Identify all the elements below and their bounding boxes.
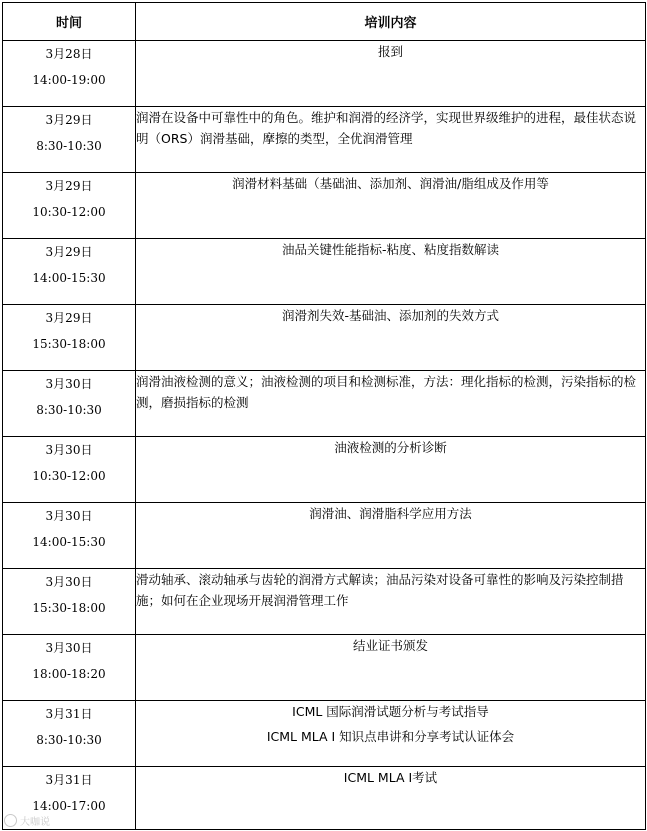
session-date: 3月30日	[45, 641, 93, 655]
session-time: 8:30-10:30	[36, 403, 102, 417]
watermark	[4, 813, 50, 828]
session-time: 15:30-18:00	[32, 337, 106, 351]
table-row	[3, 701, 646, 767]
session-date: 3月30日	[45, 377, 93, 391]
schedule-body	[3, 41, 646, 830]
content-cell	[136, 437, 646, 503]
content-text: 油品关键性能指标-粘度、粘度指数解读	[281, 242, 499, 257]
content-cell	[136, 239, 646, 305]
time-cell	[3, 503, 136, 569]
content-cell	[136, 701, 646, 767]
table-row	[3, 107, 646, 173]
table-row	[3, 371, 646, 437]
content-cell	[136, 569, 646, 635]
session-time: 10:30-12:00	[32, 205, 106, 219]
content-text: 油液检测的分析诊断	[334, 440, 447, 455]
session-date: 3月29日	[45, 311, 93, 325]
content-cell	[136, 767, 646, 830]
session-date: 3月31日	[45, 707, 93, 721]
table-row	[3, 41, 646, 107]
session-time: 14:00-19:00	[32, 73, 106, 87]
table-row	[3, 173, 646, 239]
session-date: 3月29日	[45, 113, 93, 127]
content-cell	[136, 107, 646, 173]
session-time: 18:00-18:20	[32, 667, 106, 681]
time-cell	[3, 107, 136, 173]
session-date: 3月30日	[45, 575, 93, 589]
header-content: 培训内容	[136, 3, 646, 41]
time-cell	[3, 371, 136, 437]
header-time: 时间	[3, 3, 136, 41]
time-cell	[3, 305, 136, 371]
session-time: 8:30-10:30	[36, 139, 102, 153]
content-text: ICML MLA I考试	[343, 770, 438, 785]
session-time: 14:00-17:00	[32, 799, 106, 813]
table-row	[3, 239, 646, 305]
watermark-text: 大咖说	[20, 817, 50, 828]
table-row	[3, 569, 646, 635]
session-date: 3月29日	[45, 179, 93, 193]
content-text: 结业证书颁发	[352, 638, 428, 653]
table-row	[3, 767, 646, 830]
content-cell	[136, 173, 646, 239]
session-time: 14:00-15:30	[32, 271, 106, 285]
session-time: 8:30-10:30	[36, 733, 102, 747]
table-row	[3, 437, 646, 503]
watermark-logo-icon	[4, 814, 17, 827]
session-date: 3月29日	[45, 245, 93, 259]
session-time: 10:30-12:00	[32, 469, 106, 483]
content-text: 润滑油、润滑脂科学应用方法	[309, 506, 472, 521]
table-row	[3, 635, 646, 701]
session-date: 3月28日	[45, 47, 93, 61]
content-text: ICML MLA I 知识点串讲和分享考试认证体会	[266, 729, 515, 744]
time-cell	[3, 569, 136, 635]
content-text: 润滑油液检测的意义；油液检测的项目和检测标准，方法：理化指标的检测，污染指标的检测，磨损指标的检测	[136, 374, 637, 410]
content-cell	[136, 41, 646, 107]
content-text: 滑动轴承、滚动轴承与齿轮的润滑方式解读；油品污染对设备可靠性的影响及污染控制措施；如何在企业现场开展润滑管理工作	[136, 572, 624, 608]
content-text: 润滑剂失效-基础油、添加剂的失效方式	[281, 308, 499, 323]
content-cell	[136, 635, 646, 701]
time-cell	[3, 635, 136, 701]
time-cell	[3, 437, 136, 503]
training-schedule-table	[2, 2, 646, 830]
session-date: 3月31日	[45, 773, 93, 787]
session-date: 3月30日	[45, 509, 93, 523]
table-row	[3, 503, 646, 569]
content-text: 报到	[377, 44, 403, 59]
table-header-row	[3, 3, 646, 41]
time-cell	[3, 239, 136, 305]
content-text: ICML 国际润滑试题分析与考试指导	[292, 704, 489, 719]
content-text: 润滑在设备中可靠性中的角色。维护和润滑的经济学，实现世界级维护的进程，最佳状态说明（ORS）润滑基础，摩擦的类型，全优润滑管理	[136, 110, 637, 146]
time-cell	[3, 701, 136, 767]
content-cell	[136, 305, 646, 371]
content-cell	[136, 503, 646, 569]
time-cell	[3, 41, 136, 107]
session-time: 14:00-15:30	[32, 535, 106, 549]
session-time: 15:30-18:00	[32, 601, 106, 615]
content-cell	[136, 371, 646, 437]
table-row	[3, 305, 646, 371]
time-cell	[3, 173, 136, 239]
content-text: 润滑材料基础（基础油、添加剂、润滑油/脂组成及作用等	[232, 176, 549, 191]
session-date: 3月30日	[45, 443, 93, 457]
